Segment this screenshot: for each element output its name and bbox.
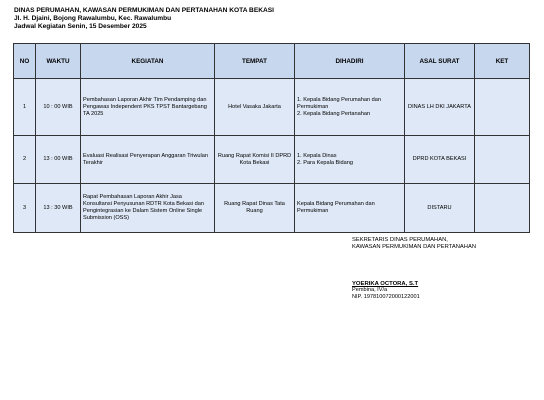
signatory-office: KAWASAN PERMUKIMAN DAN PERTANAHAN: [352, 244, 477, 250]
agency-name: DINAS PERUMAHAN, KAWASAN PERMUKIMAN DAN PERTANAHAN KOTA BEKASI: [14, 7, 274, 14]
agency-address: Jl. H. Djaini, Bojong Rawalumbu, Kec. Rawalumbu: [14, 15, 172, 22]
cell-ket: [475, 79, 530, 136]
cell-no: 3: [14, 184, 36, 233]
cell-kegiatan: Pembahasan Laporan Akhir Tim Pendamping dan Pengawas Independent PKS TPST Bantargebang TA 2025: [81, 79, 215, 136]
cell-no: 1: [14, 79, 36, 136]
cell-dihadiri: [295, 79, 405, 136]
cell-asal-surat: DINAS LH DKI JAKARTA: [405, 79, 475, 136]
attendee-line: 1. Kepala Bidang Perumahan dan Permukiman: [297, 96, 381, 110]
cell-tempat: Ruang Rapat Dinas Tata Ruang: [215, 184, 295, 233]
table-row: [14, 184, 530, 233]
col-header-dihadiri: DIHADIRI: [295, 44, 405, 79]
schedule-title: Jadwal Kegiatan Senin, 15 Desember 2025: [14, 23, 147, 30]
cell-dihadiri: [295, 136, 405, 184]
table-row: [14, 136, 530, 184]
cell-tempat: Ruang Rapat Komisi II DPRD Kota Bekasi: [215, 136, 295, 184]
cell-asal-surat: DPRD KOTA BEKASI: [405, 136, 475, 184]
cell-ket: [475, 184, 530, 233]
attendee-line: 2. Kepala Bidang Pertanahan: [297, 110, 371, 117]
attendee-line: 2. Para Kepala Bidang: [297, 159, 353, 166]
col-header-kegiatan: KEGIATAN: [81, 44, 215, 79]
table-header-row: [14, 44, 530, 79]
cell-asal-surat: DISTARU: [405, 184, 475, 233]
cell-ket: [475, 136, 530, 184]
cell-waktu: 13 : 00 WIB: [36, 136, 81, 184]
signatory-nip: NIP. 197810072000122001: [352, 294, 420, 300]
signatory-rank: Pembina, IV/a: [352, 287, 388, 293]
col-header-no: NO: [14, 44, 36, 79]
col-header-ket: KET: [475, 44, 530, 79]
col-header-waktu: WAKTU: [36, 44, 81, 79]
cell-no: 2: [14, 136, 36, 184]
cell-kegiatan: Rapat Pembahasan Laporan Akhir Jasa Konsultansi Penyusunan RDTR Kota Bekasi dan Pengintegrasian ke Dalam Sistem Online Single Submission (OSS): [81, 184, 215, 233]
cell-waktu: 13 : 30 WIB: [36, 184, 81, 233]
cell-kegiatan: Evaluasi Realisasi Penyerapan Anggaran Triwulan Terakhir: [81, 136, 215, 184]
attendee-line: Kepala Bidang Perumahan dan Permukiman: [297, 201, 375, 214]
signatory-office: SEKRETARIS DINAS PERUMAHAN,: [352, 237, 448, 243]
cell-tempat: Hotel Vasaka Jakarta: [215, 79, 295, 136]
signatory-name: YOERIKA OCTORA, S.T: [352, 281, 419, 287]
cell-dihadiri: [295, 184, 405, 233]
schedule-table: [13, 43, 530, 233]
attendee-line: 1. Kepala Dinas: [297, 152, 337, 159]
cell-waktu: 10 : 00 WIB: [36, 79, 81, 136]
document-header: [14, 7, 274, 31]
signature-block: [352, 237, 476, 301]
table-row: [14, 79, 530, 136]
col-header-tempat: TEMPAT: [215, 44, 295, 79]
col-header-asal-surat: ASAL SURAT: [405, 44, 475, 79]
